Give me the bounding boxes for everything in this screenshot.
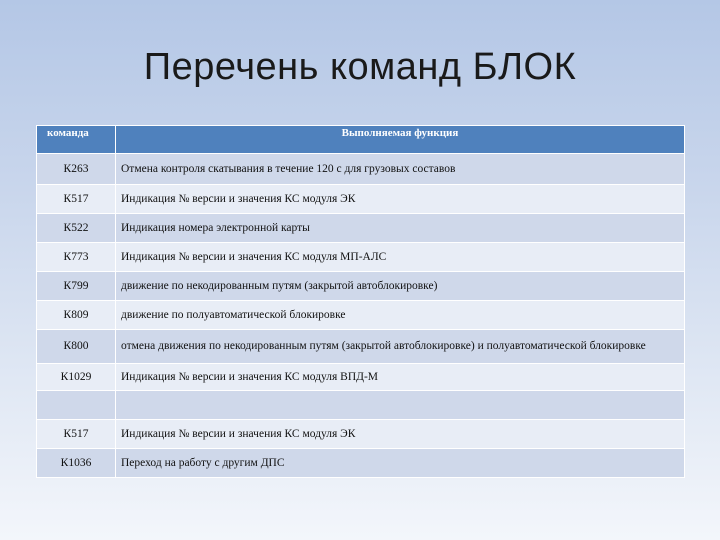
table-row	[37, 154, 685, 185]
command-code: К800	[37, 330, 116, 364]
header-command: команда	[37, 126, 116, 154]
command-code: К799	[37, 272, 116, 301]
command-code: К809	[37, 301, 116, 330]
command-function: Индикация № версии и значения КС модуля ЭК	[116, 420, 685, 449]
command-code: К1029	[37, 364, 116, 391]
table-row	[37, 330, 685, 364]
command-function: Отмена контроля скатывания в течение 120 с для грузовых составов	[116, 154, 685, 185]
command-code: К517	[37, 185, 116, 214]
table-row	[37, 364, 685, 391]
commands-table	[36, 125, 685, 478]
command-function	[116, 391, 685, 420]
table-row	[37, 272, 685, 301]
command-function: Индикация № версии и значения КС модуля ВПД-М	[116, 364, 685, 391]
command-code: К517	[37, 420, 116, 449]
table-row	[37, 214, 685, 243]
command-function: Индикация № версии и значения КС модуля МП-АЛС	[116, 243, 685, 272]
table-row	[37, 243, 685, 272]
command-code: К1036	[37, 449, 116, 478]
command-function: Индикация № версии и значения КС модуля ЭК	[116, 185, 685, 214]
command-function: движение по некодированным путям (закрытой автоблокировке)	[116, 272, 685, 301]
command-code	[37, 391, 116, 420]
table-row	[37, 185, 685, 214]
command-function: Индикация номера электронной карты	[116, 214, 685, 243]
command-function: Переход на работу с другим ДПС	[116, 449, 685, 478]
table-row	[37, 420, 685, 449]
command-function: отмена движения по некодированным путям (закрытой автоблокировке) и полуавтоматической блокировке	[116, 330, 685, 364]
table-row-empty	[37, 391, 685, 420]
header-function: Выполняемая функция	[116, 126, 685, 154]
command-function: движение по полуавтоматической блокировке	[116, 301, 685, 330]
table-header-row	[37, 126, 685, 154]
command-code: К263	[37, 154, 116, 185]
slide-title: Перечень команд БЛОК	[143, 46, 577, 88]
table-row	[37, 301, 685, 330]
command-code: К522	[37, 214, 116, 243]
table-row	[37, 449, 685, 478]
command-code: К773	[37, 243, 116, 272]
